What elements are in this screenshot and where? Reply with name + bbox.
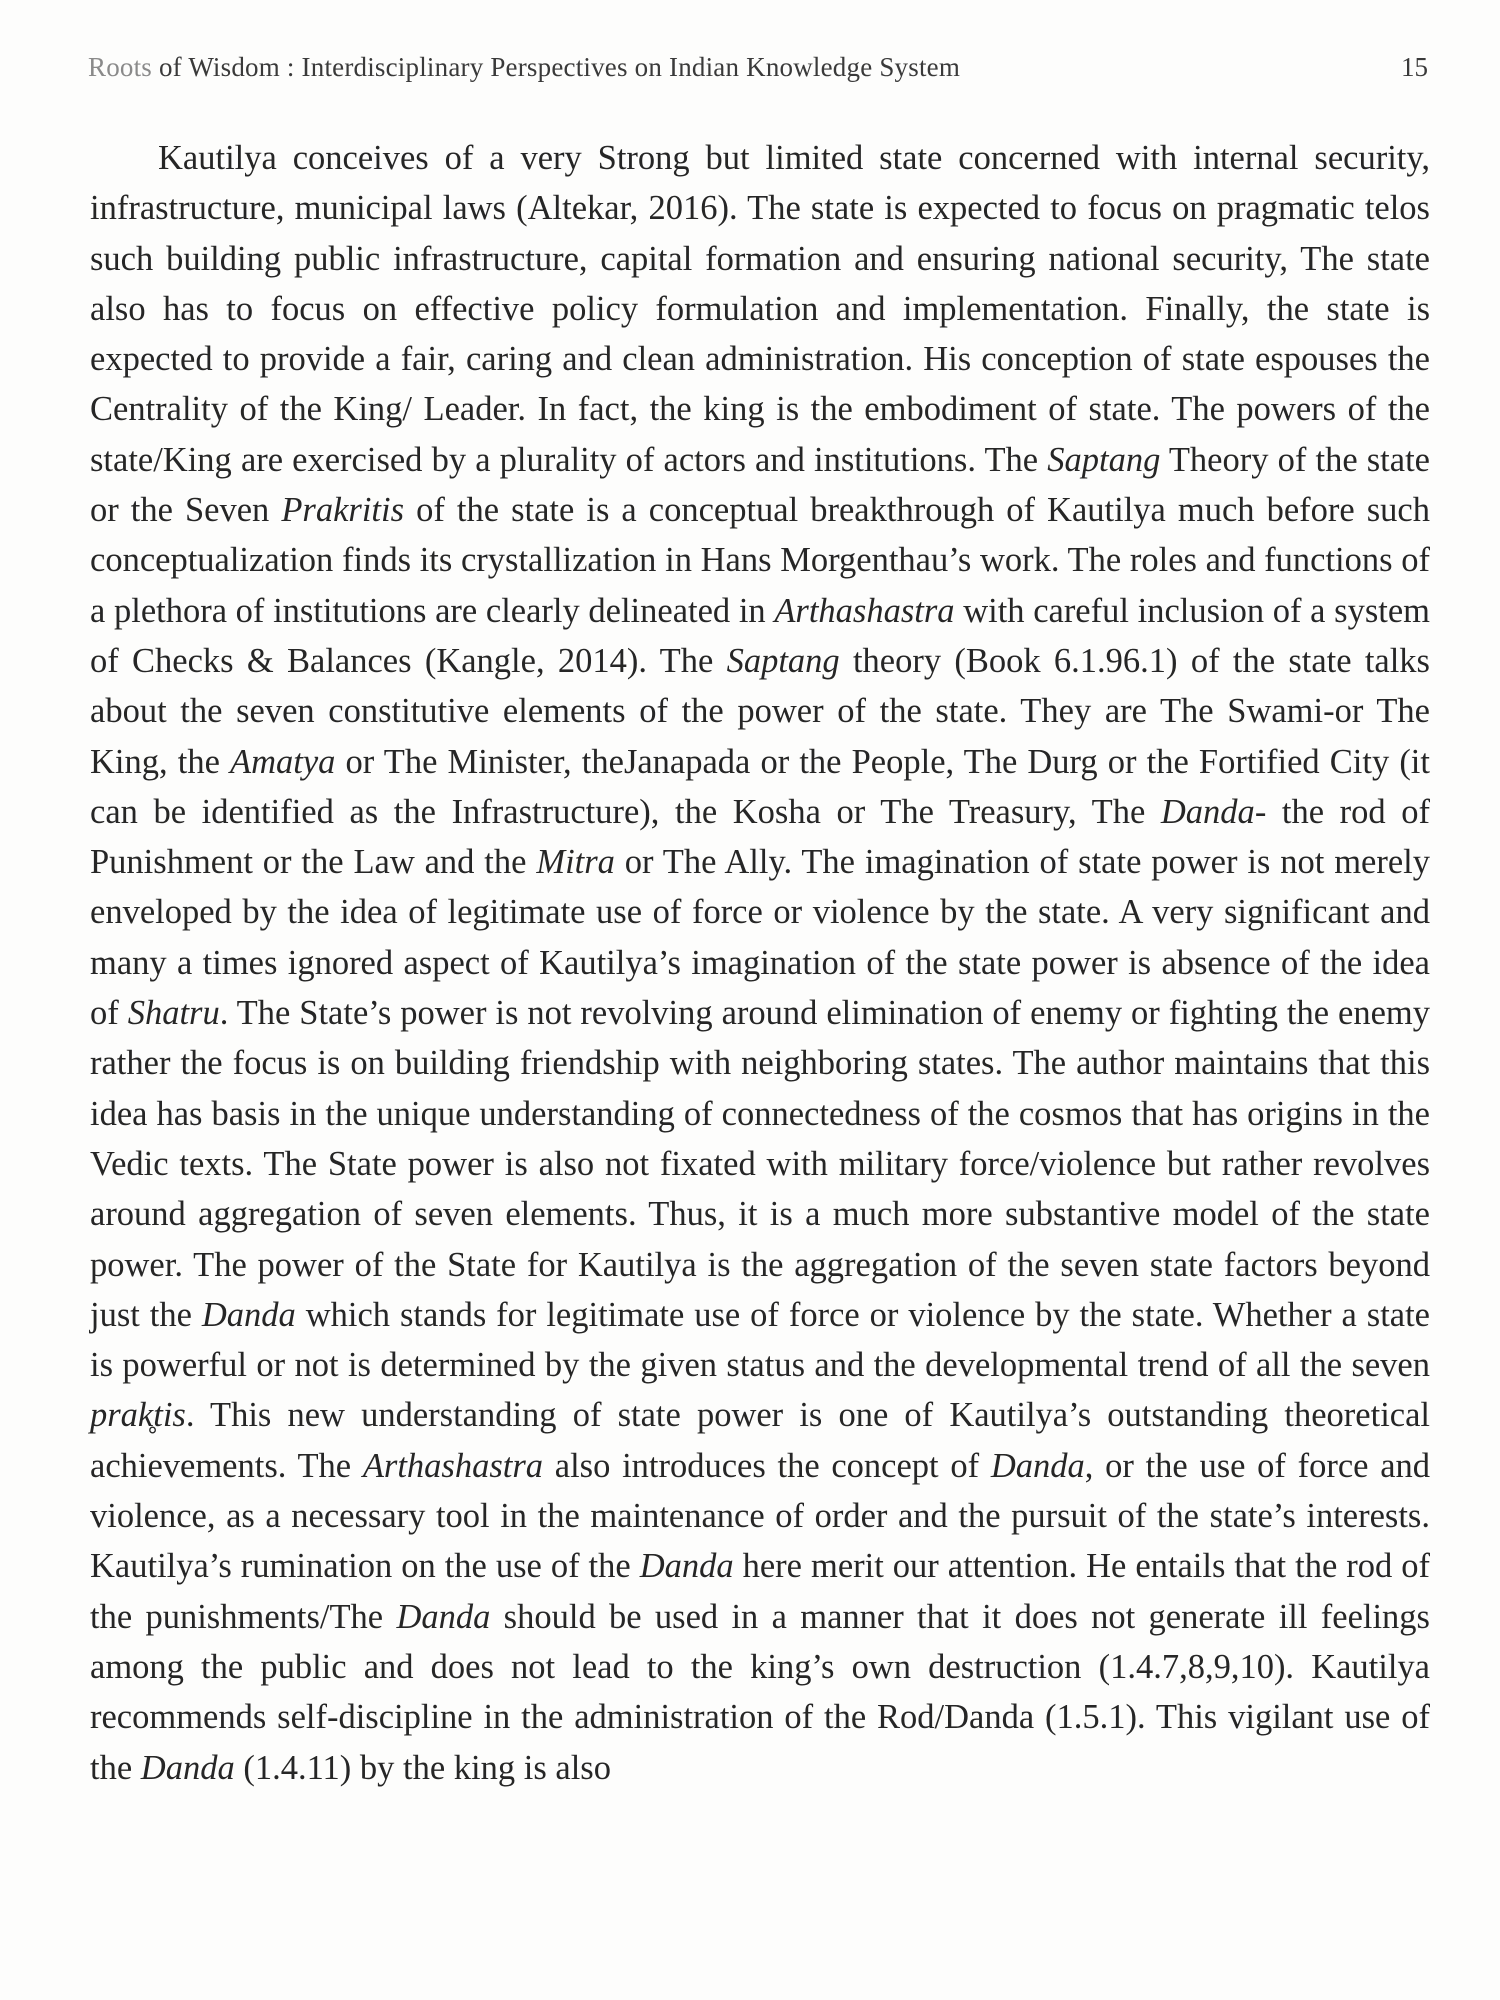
text-run: of the state is a conceptual breakthrough of Kautilya much before such conceptualization finds its crystallization in Hans Morgenthau’s work. The roles and functions of a plethora of institutions are clearly delineated in [90, 491, 1430, 630]
italic-term-danda: Danda [201, 1295, 296, 1334]
text-run: . This new understanding of state power is one of Kautilya’s outstanding theoretical achievements. The [90, 1396, 1430, 1485]
text-run: with careful inclusion of a system of Checks & Balances (Kangle, 2014). The [90, 591, 1430, 680]
italic-term-danda: Danda [140, 1748, 235, 1787]
italic-term-prakrtis: prak̥tis [90, 1396, 186, 1435]
book-title-lead: Roots [88, 52, 153, 82]
text-run: also introduces the concept of [543, 1446, 991, 1485]
text-run: Kautilya conceives of a very Strong but limited state concerned with internal security, infrastructure, municipal laws (Altekar, 2016). The state is expected to focus on pragmatic telos such building public infrastructure, capital formation and ensuring national security, The state also has to focus on effective policy formulation and implementation. Finally, the state is expected to provide a fair, caring and clean administration. His conception of state espouses the Centrality of the King/ Leader. In fact, the king is the embodiment of state. The powers of the state/King are exercised by a plurality of actors and institutions. The [90, 139, 1430, 479]
text-run: . The State’s power is not revolving around elimination of enemy or fighting the enemy rather the focus is on building friendship with neighboring states. The author maintains that this idea has basis in the unique understanding of connectedness of the cosmos that has origins in the Vedic texts. The State power is also not fixated with military force/violence but rather revolves around aggregation of seven elements. Thus, it is a much more substantive model of the state power. The power of the State for Kautilya is the aggregation of the seven state factors beyond just the [90, 994, 1430, 1334]
text-run: or The Ally. The imagination of state power is not merely enveloped by the idea of legitimate use of force or violence by the state. A very significant and many a times ignored aspect of Kautilya’s imagination of the state power is absence of the idea of [90, 843, 1430, 1033]
italic-term-danda: Danda [639, 1547, 734, 1586]
italic-term-saptang: Saptang [1047, 440, 1161, 479]
italic-term-amatya: Amatya [230, 742, 336, 781]
italic-term-danda: Danda [396, 1597, 491, 1636]
italic-term-danda: Danda [1160, 792, 1255, 831]
text-run: here merit our attention. He entails that the rod of the punishments/The [90, 1547, 1430, 1636]
book-title [88, 52, 960, 83]
text-run: - the rod of Punishment or the Law and the [90, 792, 1430, 882]
italic-term-arthashastra: Arthashastra [774, 591, 955, 630]
italic-term-shatru: Shatru [127, 994, 220, 1033]
text-run: Theory of the state or the Seven [90, 440, 1430, 530]
text-run: (1.4.11) by the king is also [234, 1748, 611, 1787]
italic-term-arthashastra: Arthashastra [362, 1446, 544, 1485]
text-run: should be used in a manner that it does not generate ill feelings among the public and does not lead to the king’s own destruction (1.4.7,8,9,10). Kautilya recommends self-discipline in the administration of the Rod/Danda (1.5.1). This vigilant use of the [90, 1597, 1430, 1787]
book-title-rest: of Wisdom : Interdisciplinary Perspectives on Indian Knowledge System [152, 52, 961, 82]
text-run: theory (Book 6.1.96.1) of the state talks about the seven constitutive elements of the power of the state. They are The Swami-or The King, the [90, 641, 1430, 781]
text-run: , or the use of force and violence, as a necessary tool in the maintenance of order and the pursuit of the state’s interests. Kautilya’s rumination on the use of the [90, 1446, 1431, 1586]
page-number: 15 [1401, 52, 1428, 82]
italic-term-saptang: Saptang [726, 641, 840, 680]
italic-term-danda: Danda [990, 1446, 1085, 1485]
text-run: or The Minister, theJanapada or the People, The Durg or the Fortified City (it can be identified as the Infrastructure), the Kosha or The Treasury, The [90, 742, 1430, 831]
italic-term-mitra: Mitra [536, 843, 615, 882]
running-header [88, 52, 1428, 83]
text-run: which stands for legitimate use of force or violence by the state. Whether a state is powerful or not is determined by the given status and the developmental trend of all the seven [90, 1295, 1430, 1385]
body-paragraph [90, 133, 1430, 1793]
italic-term-prakritis: Prakritis [281, 491, 405, 530]
